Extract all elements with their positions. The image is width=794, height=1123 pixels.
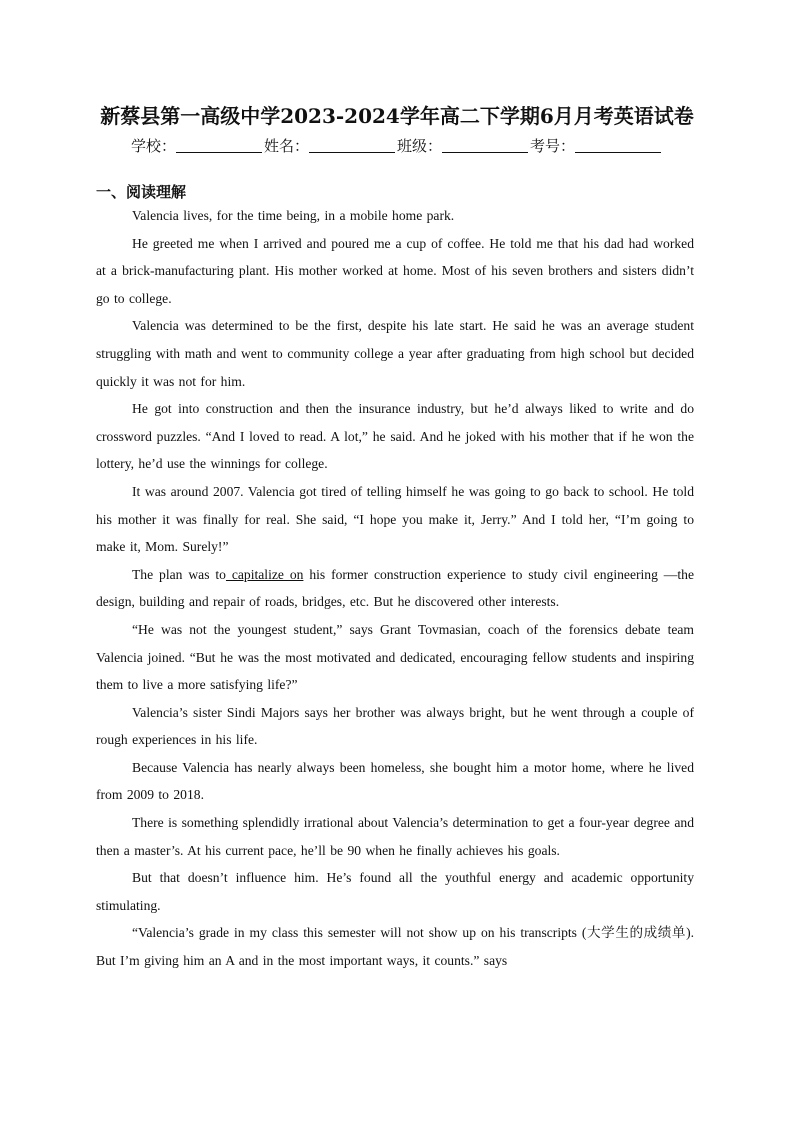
- school-label: 学校：: [130, 137, 176, 155]
- paragraph: He greeted me when I arrived and poured me a cup of coffee. He told me that his dad had worked at a brick-manufacturing plant. His mother worked at home. Most of his seven brothers and sisters didn’t go to college.: [96, 235, 694, 306]
- paragraph-with-underline: [96, 561, 694, 616]
- class-blank: [442, 138, 528, 153]
- paragraph: It was around 2007. Valencia got tired of telling himself he was going to go back to school. He told his mother it was finally for real. She said, “I hope you make it, Jerry.” And I told her, “I’m going to make it, Mom. Surely!”: [96, 483, 694, 555]
- paragraph: Valencia lives, for the time being, in a mobile home park.: [132, 208, 455, 223]
- reading-passage: [96, 202, 694, 975]
- name-blank: [309, 138, 395, 153]
- paragraph: There is something splendidly irrational about Valencia’s determination to get a four-year degree and then a master’s. At his current pace, he’ll be 90 when he finally achieves his goals.: [96, 815, 694, 858]
- paragraph: But that doesn’t influence him. He’s found all the youthful energy and academic opportunity stimulating.: [96, 870, 694, 913]
- school-blank: [176, 138, 262, 153]
- class-label: 班级：: [397, 137, 443, 155]
- section-title: 一、阅读理解: [96, 183, 187, 201]
- paragraph: “Valencia’s grade in my class this semester will not show up on his transcripts (大学生的成绩单). But I’m giving him an A and in the most important ways, it counts.” says: [96, 925, 694, 969]
- exam-number-label: 考号：: [530, 137, 576, 155]
- paragraph: “He was not the youngest student,” says Grant Tovmasian, coach of the forensics debate team Valencia joined. “But he was the most motivated and dedicated, encouraging fellow students and inspiring them to live a more satisfying life?”: [96, 621, 694, 693]
- paragraph: He got into construction and then the insurance industry, but he’d always liked to write and do crossword puzzles. “And I loved to read. A lot,” he said. And he joked with his mother that if he won the lottery, he’d use the winnings for college.: [96, 401, 694, 472]
- exam-title: 新蔡县第一高级中学2023-2024学年高二下学期6月月考英语试卷: [100, 104, 694, 128]
- exam-number-blank: [575, 138, 661, 153]
- name-label: 姓名：: [263, 137, 309, 155]
- paragraph: Valencia was determined to be the first, despite his late start. He said he was an average student struggling with math and went to community college a year after graduating from high school but decided quickly it was not for him.: [96, 318, 694, 389]
- paragraph: Valencia’s sister Sindi Majors says her brother was always bright, but he went through a couple of rough experiences in his life.: [96, 704, 694, 748]
- paragraph-text-before: The plan was to: [132, 566, 226, 582]
- student-info-line: [0, 135, 794, 156]
- paragraph-text-after: his former construction experience to study civil engineering —the design, building and repair of roads, bridges, etc. But he discovered other interests.: [96, 566, 694, 610]
- paragraph: Because Valencia has nearly always been homeless, she bought him a motor home, where he lived from 2009 to 2018.: [96, 759, 694, 803]
- underlined-phrase: capitalize on: [225, 566, 304, 582]
